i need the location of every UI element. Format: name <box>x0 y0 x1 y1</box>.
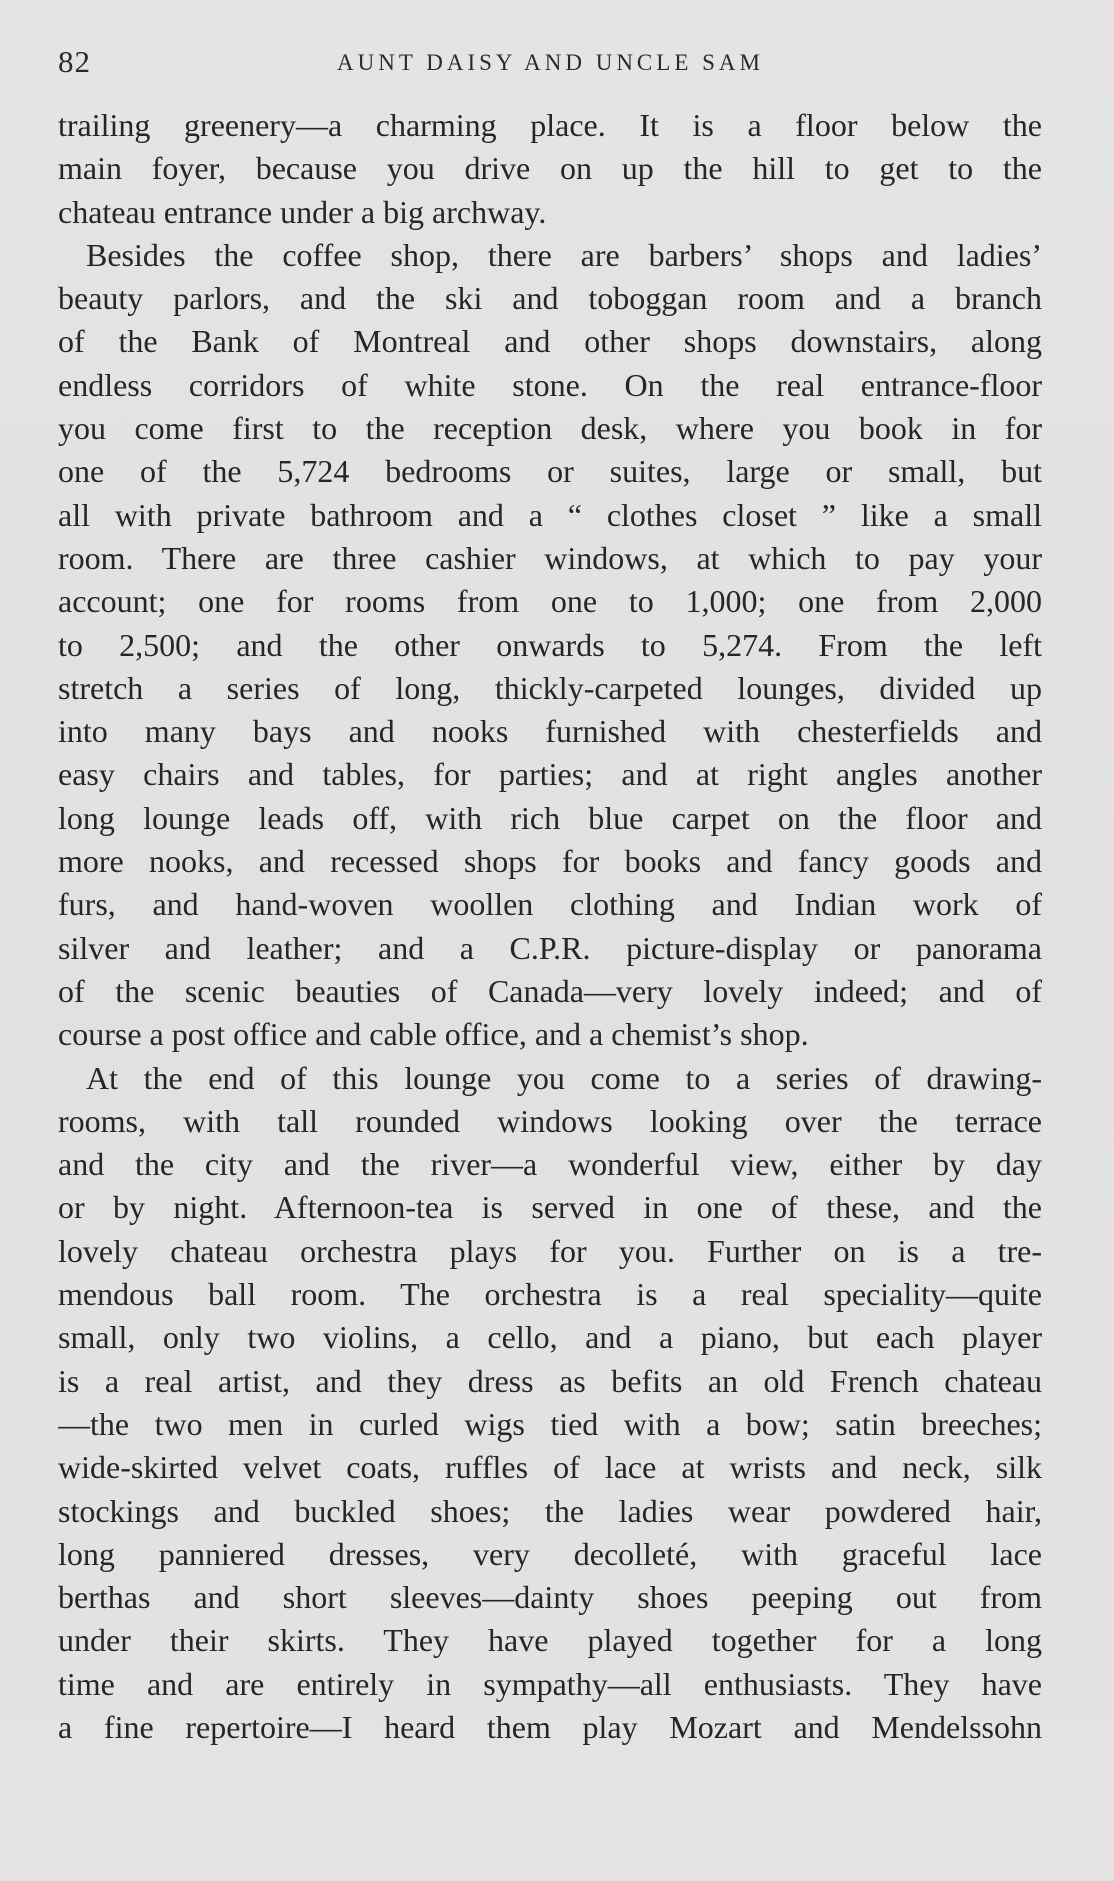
text-line: a fine repertoire—I heard them play Mozart and Mendelssohn <box>58 1708 1042 1745</box>
text-line: account; one for rooms from one to 1,000; one from 2,000 <box>58 583 1042 620</box>
text-line: easy chairs and tables, for parties; and at right angles another <box>58 756 1042 793</box>
text-line: room. There are three cashier windows, at which to pay your <box>58 539 1042 576</box>
text-line: small, only two violins, a cello, and a piano, but each player <box>58 1319 1042 1356</box>
text-line: main foyer, because you drive on up the hill to get to the <box>58 150 1042 187</box>
text-line: mendous ball room. The orchestra is a real speciality—quite <box>58 1276 1042 1313</box>
running-head: AUNT DAISY AND UNCLE SAM <box>337 50 764 75</box>
text-line: trailing greenery—a charming place. It is a floor below the <box>58 107 1042 143</box>
text-line: or by night. Afternoon-tea is served in one of these, and the <box>58 1189 1042 1226</box>
text-line: silver and leather; and a C.P.R. picture-display or panorama <box>58 929 1042 966</box>
text-line: course a post office and cable office, and a chemist’s shop. <box>58 1016 809 1053</box>
text-line: more nooks, and recessed shops for books and fancy goods and <box>58 843 1042 880</box>
text-line: chateau entrance under a big archway. <box>58 193 547 230</box>
text-line: time and are entirely in sympathy—all enthusiasts. They have <box>58 1665 1042 1702</box>
text-line: one of the 5,724 bedrooms or suites, large or small, but <box>58 453 1042 490</box>
text-line: wide-skirted velvet coats, ruffles of lace at wrists and neck, silk <box>58 1449 1042 1486</box>
text-line: furs, and hand-woven woollen clothing and Indian work of <box>58 886 1042 923</box>
text-line: beauty parlors, and the ski and toboggan room and a branch <box>58 280 1042 317</box>
text-line: rooms, with tall rounded windows looking over the terrace <box>58 1102 1042 1139</box>
body-text <box>58 104 1042 1749</box>
text-line: endless corridors of white stone. On the real entrance-floor <box>58 366 1042 403</box>
text-line: —the two men in curled wigs tied with a bow; satin breeches; <box>58 1405 1042 1442</box>
text-line: you come first to the reception desk, where you book in for <box>58 410 1042 447</box>
page-number: 82 <box>58 44 91 79</box>
text-line: Besides the coffee shop, there are barbers’ shops and ladies’ <box>86 236 1042 273</box>
text-line: of the scenic beauties of Canada—very lovely indeed; and of <box>58 972 1042 1009</box>
page-header <box>58 40 1043 84</box>
text-line: all with private bathroom and a “ clothes closet ” like a small <box>58 496 1042 533</box>
text-line: stockings and buckled shoes; the ladies wear powdered hair, <box>58 1492 1042 1529</box>
text-line: and the city and the river—a wonderful view, either by day <box>58 1146 1042 1183</box>
text-line: stretch a series of long, thickly-carpeted lounges, divided up <box>58 669 1042 706</box>
text-line: to 2,500; and the other onwards to 5,274. From the left <box>58 626 1042 663</box>
text-line: of the Bank of Montreal and other shops downstairs, along <box>58 323 1042 360</box>
text-line: into many bays and nooks furnished with chesterfields and <box>58 713 1042 750</box>
text-line: berthas and short sleeves—dainty shoes peeping out from <box>58 1579 1042 1616</box>
text-line: lovely chateau orchestra plays for you. Further on is a tre- <box>58 1232 1042 1269</box>
text-line: is a real artist, and they dress as befits an old French chateau <box>58 1362 1042 1399</box>
text-line: long lounge leads off, with rich blue carpet on the floor and <box>58 799 1042 836</box>
text-line: under their skirts. They have played together for a long <box>58 1622 1042 1659</box>
text-line: At the end of this lounge you come to a series of drawing- <box>86 1059 1042 1096</box>
text-line: long panniered dresses, very decolleté, with graceful lace <box>58 1535 1042 1572</box>
